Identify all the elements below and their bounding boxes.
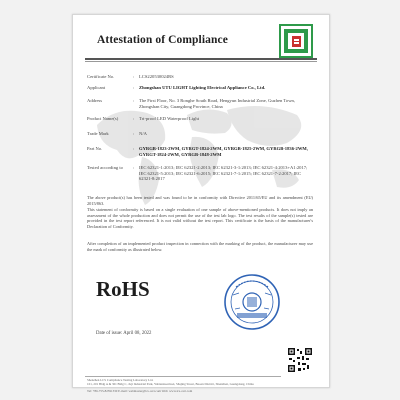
field-value: N/A <box>139 131 147 136</box>
field-value: The First Floor, No. 3 Ronghe South Road, Hengyun Industrial Zone, Guzhen Town, Zhongshan City, Guangdong Province, China <box>139 98 295 109</box>
document-title: Attestation of Compliance <box>97 34 228 46</box>
field-colon: : <box>133 165 135 170</box>
issue-date: Date of issue: April 08, 2022 <box>96 331 152 336</box>
field-value: IEC 62321-1:2013; IEC 62321-2:2013; IEC 62321-3-1:2013; IEC 62321-4:2013+A1:2017; IEC 62321-5:2013; IEC 62321-6:2015; IEC 62321-7-1:2015; IEC 62321-7-2:2017; IEC 62321-8:2017 <box>139 165 308 182</box>
title-divider-thin <box>85 61 317 62</box>
rohs-mark: RoHS <box>96 277 150 301</box>
field-colon: : <box>133 146 135 151</box>
official-seal <box>223 273 281 331</box>
field-label: Address <box>87 98 103 103</box>
field-label: Tested according to <box>87 165 123 170</box>
field-label: Applicant <box>87 85 106 90</box>
field-colon: : <box>133 131 135 136</box>
certificate-page <box>72 14 330 393</box>
footer-divider <box>85 376 281 377</box>
field-value: Zhongshan UTU LIGHT Lighting Electrical Appliance Co., Ltd. <box>139 85 266 90</box>
field-value: Tri-proof LED Waterproof Light <box>139 116 199 121</box>
field-colon: : <box>133 98 135 103</box>
marking-statement: After completion of an implemented product inspection in connection with the marking of the product, the manufacturer may use the mark of conformity as illustrated below. <box>87 241 313 252</box>
field-label: Certificate No. <box>87 74 115 79</box>
field-label: Product Name(s) <box>87 116 119 121</box>
field-label: Trade Mark <box>87 131 109 136</box>
field-colon: : <box>133 85 135 90</box>
conformity-statement: The above product(s) has been tested and was found to be in conformity with Directive 2011/65/EU and its amendment (EU) 2015/863. <box>87 195 313 206</box>
title-divider <box>85 58 317 60</box>
footer-lab-name: Shenzhen LCS Compliance Testing Laboratory Ltd. <box>87 378 154 382</box>
lab-logo <box>278 23 314 59</box>
field-colon: : <box>133 116 135 121</box>
qr-code <box>287 347 313 373</box>
evaluation-statement: This statement of conformity is based on a single evaluation of one sample of above-mentioned products. It does not imply an assessment of the whole production and does not permit the use of the test lab logo. The test results of the sample(s) tested are provided in the test report referenced. It is not valid without the test report. This certificate is the basis of the manufacturer's Declaration of Conformity. <box>87 207 313 230</box>
field-label: Part No. <box>87 146 103 151</box>
footer-contact: Tel: +86-755-82591330 E-mail: webmaster@lcs-cert.com Web: www.lcs-cert.com <box>87 389 193 393</box>
field-value: GYRGB-1823-2WM, GYRGT-1824-2WM, GYRGB-1825-2WM, GYRGB-1836-2WM, GYRGT-1824-2WM, GYRGB-1848-2WM <box>139 146 308 157</box>
field-colon: : <box>133 74 135 79</box>
field-value: LCS220530024RS <box>139 74 174 79</box>
footer-address: 101, 201 Bldg A & 301 Bldg C, Juji Industrial Park, Yabianxueziwei, Shajing Street, Baoan District, Shenzhen, Guangdong, China <box>87 382 254 386</box>
